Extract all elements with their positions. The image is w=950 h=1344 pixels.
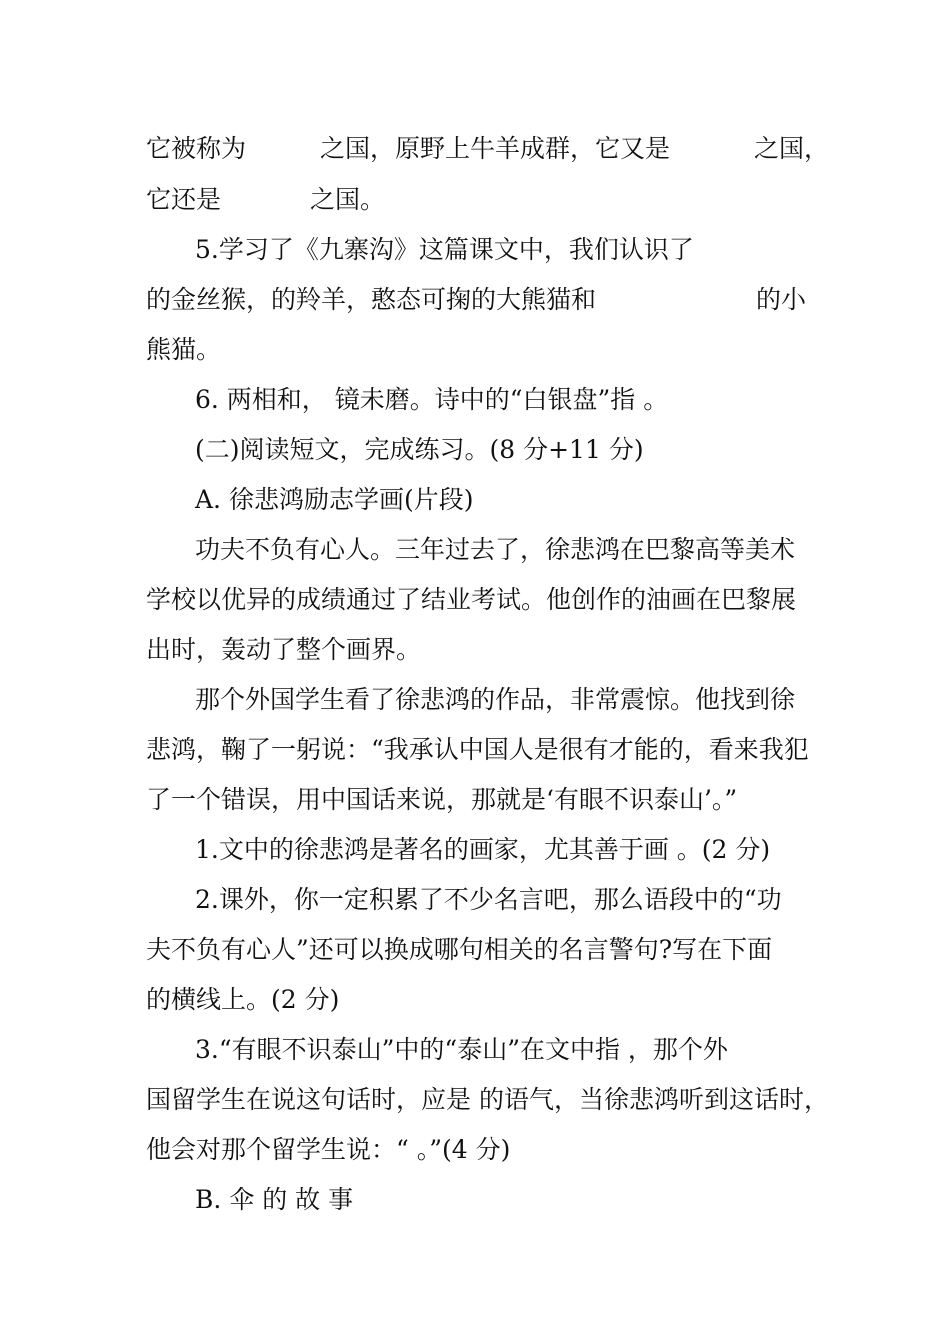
text-segment: 它被称为 [146,134,247,163]
text-line-5: 熊猫。 [146,335,222,364]
text-line-7: (二)阅读短文，完成练习。(8 分+11 分) [195,435,644,464]
text-line-13: 悲鸿，鞠了一躬说：“我承认中国人是很有才能的，看来我犯 [146,735,809,764]
text-line-6: 6. 两相和， 镜未磨。诗中的“白银盘”指 。 [195,385,669,414]
question-3: 3.“有眼不识泰山”中的“泰山”在文中指 ，那个外 [195,1035,728,1064]
text-line-3: 5.学习了《九寨沟》这篇课文中，我们认识了 [195,235,694,264]
text-line-21: 他会对那个留学生说：“ 。”(4 分) [146,1135,511,1164]
text-line-1 [146,132,830,166]
text-line-17: 夫不负有心人”还可以换成哪句相关的名言警句?写在下面 [146,935,773,964]
text-segment: 的小 [756,285,807,314]
text-line-9: 功夫不负有心人。三年过去了，徐悲鸿在巴黎高等美术 [195,535,796,564]
text-line-11: 出时，轰动了整个画界。 [146,635,422,664]
question-2: 2.课外，你一定积累了不少名言吧，那么语段中的“功 [195,885,782,914]
text-segment: 它还是 [146,185,222,214]
text-line-18: 的横线上。(2 分) [146,985,340,1014]
text-line-10: 学校以优异的成绩通过了结业考试。他创作的油画在巴黎展 [146,585,797,614]
text-segment: 之国。 [310,185,386,214]
text-line-14: 了一个错误，用中国话来说，那就是‘有眼不识泰山’。” [146,785,738,814]
question-1: 1.文中的徐悲鸿是著名的画家，尤其善于画 。(2 分) [195,835,771,864]
text-segment: 的金丝猴，的羚羊，憨态可掬的大熊猫和 [146,285,597,314]
text-line-12: 那个外国学生看了徐悲鸿的作品，非常震惊。他找到徐 [195,685,796,714]
section-heading-b: B. 伞 的 故 事 [195,1185,354,1214]
text-line-4 [146,283,826,317]
text-line-20: 国留学生在说这句话时，应是 的语气，当徐悲鸿听到这话时， [146,1085,829,1114]
text-line-2 [146,183,446,217]
text-segment: 之国， [754,134,830,163]
text-segment: 之国，原野上牛羊成群，它又是 [320,134,671,163]
section-heading-a: A. 徐悲鸿励志学画(片段) [195,485,474,514]
